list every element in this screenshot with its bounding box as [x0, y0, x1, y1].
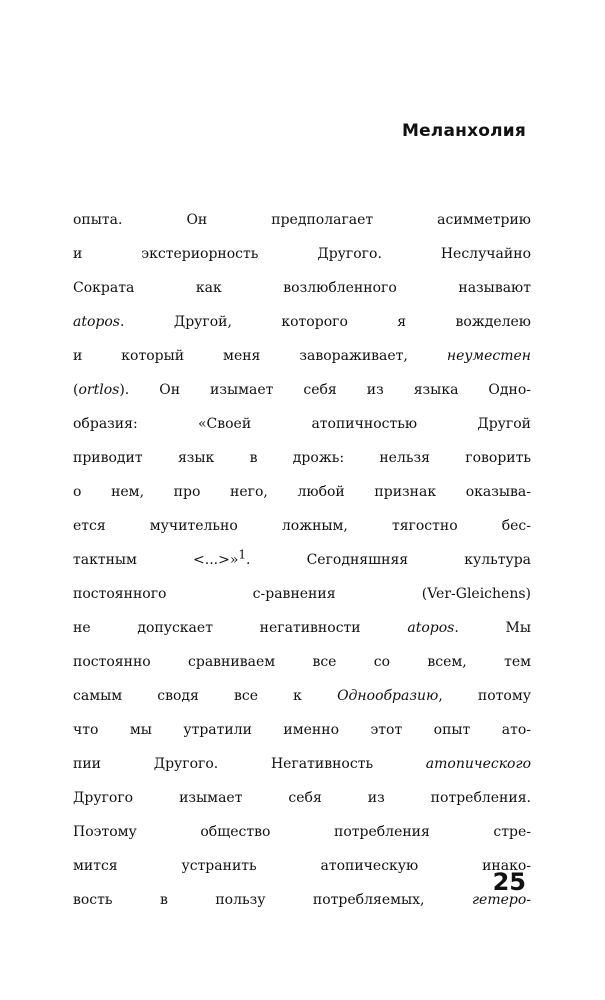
running-header: Меланхолия [401, 121, 526, 141]
text-line-16: что мы утратили именно этот опыт ато- [73, 722, 531, 738]
text-line-12: постоянного с-равнения (Ver-Gleichens) [73, 586, 531, 602]
text-line-13: не допускает негативности atopos. Мы [73, 620, 531, 636]
text-line-4: atopos. Другой, которого я вожделею [73, 314, 531, 330]
text-line-15: самым сводя все к Однообразию, потому [73, 688, 531, 704]
text-line-14: постоянно сравниваем все со всем, тем [73, 654, 531, 670]
text-line-6: (ortlos). Он изымает себя из языка Одно- [73, 382, 531, 398]
text-line-8: приводит язык в дрожь: нельзя говорить [73, 450, 531, 466]
text-line-3: Сократа как возлюбленного называют [73, 280, 531, 296]
text-line-1: опыта. Он предполагает асимметрию [73, 212, 531, 228]
page-number: 25 [492, 868, 526, 896]
text-line-7: образия: «Своей атопичностью Другой [73, 416, 531, 432]
text-line-9: о нем, про него, любой признак оказыва- [73, 484, 531, 500]
text-line-5: и который меня завораживает, неуместен [73, 348, 531, 364]
text-line-17: пии Другого. Негативность атопического [73, 756, 531, 772]
text-line-10: ется мучительно ложным, тягостно бес- [73, 518, 531, 534]
footnote-marker: 1 [238, 547, 247, 562]
body-text [73, 203, 531, 917]
text-line-21: вость в пользу потребляемых, гетеро- [73, 892, 531, 908]
text-line-19: Поэтому общество потребления стре- [73, 824, 531, 840]
text-line-11: тактным <...>»$^1$. Сегодняшняя культура [73, 547, 531, 568]
text-line-18: Другого изымает себя из потребления. [73, 790, 531, 806]
text-line-2: и экстериорность Другого. Неслучайно [73, 246, 531, 262]
text-line-20: мится устранить атопическую инако- [73, 858, 531, 874]
